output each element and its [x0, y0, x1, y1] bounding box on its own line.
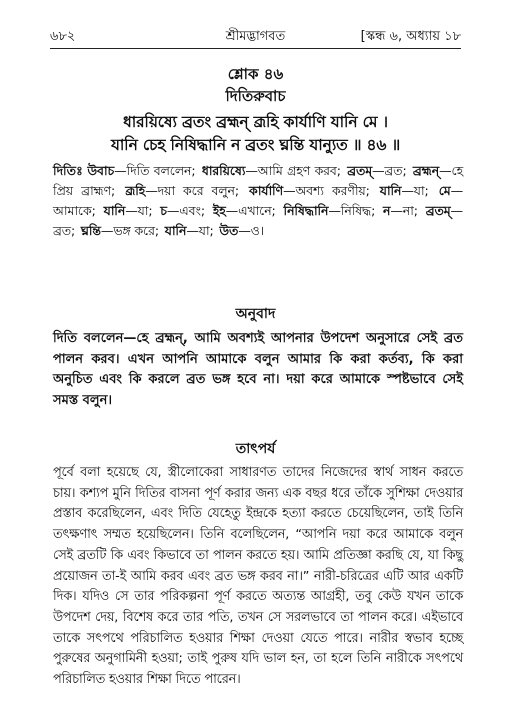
synonym-meaning: ব্রত: [53, 223, 72, 238]
synonym-meaning: যা: [137, 203, 149, 218]
verse-line: ধারয়িষ্যে ব্রতং ব্রহ্মন্ ব্রূহি কার্যাণি যানি মে ।: [123, 113, 388, 131]
synonym-term: ধারয়িষ্যে: [201, 163, 246, 178]
synonym-term: যানি: [164, 223, 187, 238]
synonym-term: ন: [383, 203, 391, 218]
synonyms-paragraph: দিতিঃ উবাচ—দিতি বললেন; ধারয়িষ্যে—আমি গ্রহণ করব; ব্রতম্—ব্রত; ব্রহ্মন্—হে প্রিয় ব্রাহ্মণ; ব্রূহি—দয়া করে বলুন; কার্যাণি—অবশ্য করণীয়; যানি—যা; মে—আমাকে; যানি—যা; চ—এবং; ইহ—এখানে; নিষিদ্ধানি—নিষিদ্ধ; ন—না; ব্রতম্—ব্রত; ঘ্নন্তি—ভঙ্গ করে; যানি—যা; উত—ও।: [53, 163, 463, 238]
synonym-term: মে: [438, 183, 451, 198]
synonym-meaning: ব্রত: [384, 163, 403, 178]
synonym-term: ব্রতম্: [347, 163, 373, 178]
translation-block: [53, 329, 463, 411]
synonym-meaning: যা: [413, 183, 425, 198]
synonym-term: ব্রহ্মন্: [412, 163, 440, 178]
synonym-meaning: অবশ্য করণীয়: [295, 183, 366, 198]
synonym-meaning: না: [402, 203, 414, 218]
running-header: [50, 27, 461, 47]
synonym-meaning: আমি গ্রহণ করব: [257, 163, 337, 178]
synonym-meaning: আমাকে: [53, 203, 92, 218]
verse-speaker: দিতিরুবাচ: [225, 87, 286, 105]
synonym-meaning: ও: [250, 223, 260, 238]
synonym-term: ঘ্নন্তি: [80, 223, 101, 238]
synonym-meaning: দিতি বললেন: [126, 163, 192, 178]
synonym-term: ইহ: [212, 203, 226, 218]
verse-line: যানি চেহ নিষিদ্ধানি ন ব্রতং ঘ্নন্তি যান্যুত ॥ ৪৬ ॥: [110, 136, 401, 154]
purport-heading: তাৎপর্য: [235, 441, 276, 457]
synonym-term: চ: [160, 203, 167, 218]
synonym-meaning: হে প্রিয় ব্রাহ্মণ: [53, 163, 463, 198]
header-divider: [50, 48, 461, 49]
verse-number: শ্লোক ৪৬: [227, 65, 284, 83]
synonym-meaning: ভঙ্গ করে: [113, 223, 155, 238]
purport-block: [53, 463, 463, 691]
synonym-meaning: দয়া করে বলুন: [157, 183, 235, 198]
synonym-meaning: নিষিদ্ধ: [340, 203, 372, 218]
word-for-word-synonyms: [53, 161, 463, 241]
synonym-term: ব্রতম্: [425, 203, 451, 218]
synonym-meaning: এখানে: [238, 203, 272, 218]
chapter-reference: [স্কন্ধ ৬, অধ্যায় ১৮: [360, 29, 461, 44]
translation-heading: অনুবাদ: [235, 306, 276, 322]
book-title: শ্রীমদ্ভাগবত: [225, 29, 286, 44]
synonym-term: ব্রূহি: [125, 183, 146, 198]
synonym-term: দিতিঃ উবাচ: [53, 163, 115, 178]
synonym-term: উত: [219, 223, 239, 238]
synonym-term: যানি: [379, 183, 402, 198]
translation-text: দিতি বললেন—হে ব্রহ্মন্, আমি অবশ্যই আপনার উপদেশ অনুসারে সেই ব্রত পালন করব। এখন আপনি আমাকে বলুন আমার কি করা কর্তব্য, কি করা অনুচিত এবং কি করলে ব্রত ভঙ্গ হবে না। দয়া করে আমাকে স্পষ্টভাবে সেই সমস্ত বলুন।: [53, 331, 463, 408]
purport-text: পূর্বে বলা হয়েছে যে, স্ত্রীলোকেরা সাধারণত তাদের নিজেদের স্বার্থ সাধন করতে চায়। কশ্যপ মুনি দিতির বাসনা পূর্ণ করার জন্য এক বছর ধরে তাঁকে সুশিক্ষা দেওয়ার প্রস্তাব করেছিলেন, এবং দিতি যেহেতু ইন্দ্রকে হত্যা করতে চেয়েছিলেন, তাই তিনি তৎক্ষণাৎ সম্মত হয়েছিলেন। তিনি বলেছিলেন, “আপনি দয়া করে আমাকে বলুন সেই ব্রতটি কি এবং কিভাবে তা পালন করতে হয়। আমি প্রতিজ্ঞা করছি যে, যা কিছু প্রয়োজন তা-ই আমি করব এবং ব্রত ভঙ্গ করব না।” নারী-চরিত্রের এটি আর একটি দিক। যদিও সে তার পরিকল্পনা পূর্ণ করতে অত্যন্ত আগ্রহী, তবু কেউ যখন তাকে উপদেশ দেয়, বিশেষ করে তার পতি, তখন সে সরলভাবে তা পালন করে। এইভাবে তাকে সৎপথে পরিচালিত হওয়ার শিক্ষা দেওয়া যেতে পারে। নারীর স্বভাব হচ্ছে পুরুষের অনুগামিনী হওয়া; তাই পুরুষ যদি ভাল হন, তা হলে তিনি নারীকে সৎপথে পরিচালিত হওয়ার শিক্ষা দিতে পারেন।: [53, 465, 463, 688]
synonym-meaning: যা: [198, 223, 210, 238]
synonym-term: নিষিদ্ধানি: [283, 203, 329, 218]
synonym-term: যানি: [103, 203, 126, 218]
page-number: ৬৮২: [50, 29, 76, 44]
synonym-meaning: এবং: [179, 203, 201, 218]
synonym-term: কার্যাণি: [249, 183, 284, 198]
